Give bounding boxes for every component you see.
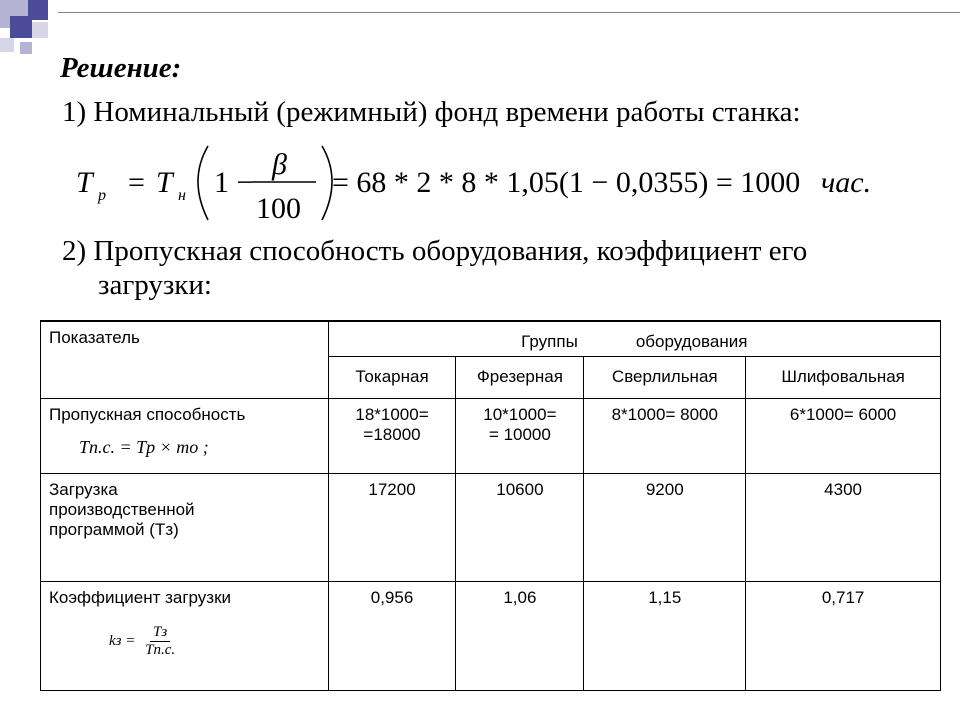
nominal-fund-formula [76, 140, 896, 234]
table-row [41, 474, 941, 582]
header-groups-word1: Группы [521, 332, 578, 351]
coefficient-label: Коэффициент загрузки [49, 588, 232, 607]
cell-line: 8*1000= 8000 [611, 405, 718, 424]
formula-rhs-sub: н [178, 187, 186, 204]
left-paren [198, 146, 208, 220]
col-header-turning: Токарная [328, 357, 456, 399]
table-cell: 1,06 [456, 582, 584, 691]
formula-result: = 68 * 2 * 8 * 1,05(1 − 0,0355) = 1000 [332, 166, 801, 199]
cell-line: 6*1000= 6000 [789, 405, 897, 424]
table-cell: 10600 [456, 474, 584, 582]
table-cell: 4300 [746, 474, 941, 582]
coef-numerator: Tз [150, 624, 170, 642]
capacity-table [40, 320, 941, 691]
row-label-coefficient [41, 582, 329, 691]
col-header-milling: Фрезерная [456, 357, 584, 399]
table-row [41, 582, 941, 691]
formula-unit: час. [821, 166, 872, 199]
table-cell [456, 399, 584, 474]
row-label-load [41, 474, 329, 582]
header-groups [328, 321, 940, 357]
formula-beta: β [272, 148, 287, 181]
capacity-formula: Tп.с. = Tр × mо ; [79, 437, 209, 457]
col-header-drilling: Сверлильная [584, 357, 746, 399]
row-label-capacity [41, 399, 329, 474]
table-cell: 1,15 [584, 582, 746, 691]
deco-square [32, 22, 48, 38]
item2-line1: 2) Пропускная способность оборудования, коэффициент его [62, 235, 808, 267]
solution-heading: Решение: [60, 52, 182, 84]
formula-lhs-sub: р [98, 187, 106, 204]
capacity-label: Пропускная способность [49, 405, 246, 424]
deco-square [20, 42, 32, 54]
table-cell [584, 399, 746, 474]
cell-line: 10*1000= [483, 405, 557, 424]
table-row [41, 399, 941, 474]
coef-denominator: Tп.с. [145, 642, 176, 658]
formula-lhs-T: T [76, 166, 93, 199]
table-cell: 0,717 [746, 582, 941, 691]
right-paren [322, 146, 332, 220]
deco-square [10, 16, 32, 38]
table-cell [328, 399, 456, 474]
formula-denominator: 100 [256, 192, 301, 225]
cell-line: 18*1000= [355, 405, 429, 424]
item2-text [62, 234, 912, 302]
table-cell: 17200 [328, 474, 456, 582]
deco-square [0, 38, 14, 52]
coef-lhs: kз = [109, 632, 136, 649]
cell-line: = 10000 [488, 425, 551, 444]
coefficient-formula [49, 624, 320, 659]
formula-svg [76, 140, 896, 226]
formula-rhs-T: T [156, 166, 173, 199]
load-label-line: Загрузка [49, 480, 118, 499]
table-cell: 0,956 [328, 582, 456, 691]
formula-eq: = [128, 166, 145, 199]
header-groups-word2: оборудования [635, 332, 748, 351]
cell-line: =18000 [363, 425, 421, 444]
top-rule [58, 12, 960, 13]
load-label-line: программой (Тз) [49, 520, 179, 539]
item1-text: 1) Номинальный (режимный) фонд времени работы станка: [62, 96, 801, 128]
table-header-row [41, 321, 941, 357]
item2-line2: загрузки: [98, 269, 212, 301]
table-cell: 9200 [584, 474, 746, 582]
header-indicator: Показатель [41, 321, 329, 399]
formula-one-minus: 1 − [214, 166, 254, 199]
table-cell [746, 399, 941, 474]
coef-fraction [145, 624, 175, 659]
col-header-grinding: Шлифовальная [746, 357, 941, 399]
load-label-line: производственной [49, 500, 195, 519]
